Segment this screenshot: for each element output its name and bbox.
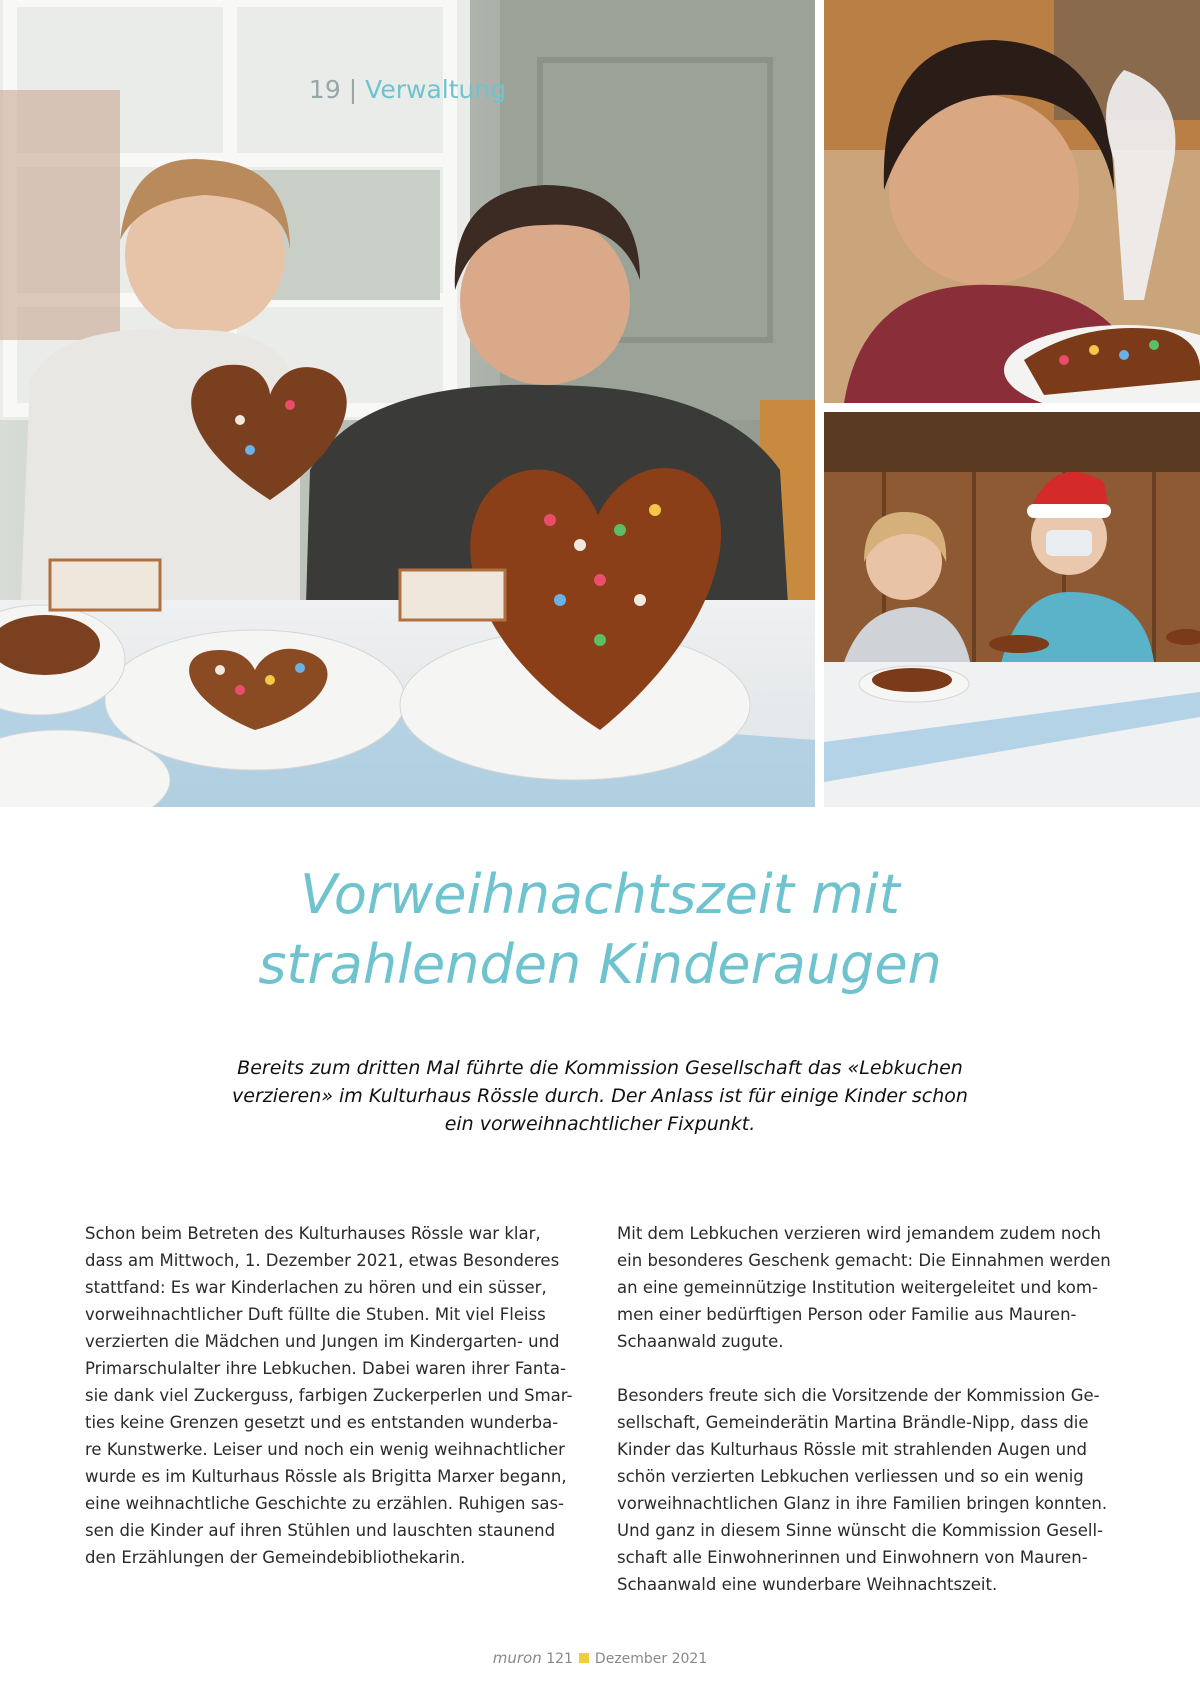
body-line: verzierten die Mädchen und Jungen im Kindergarten- und	[85, 1332, 560, 1351]
body-line: stattfand: Es war Kinderlachen zu hören und ein süsser,	[85, 1278, 547, 1297]
title-line: Vorweihnachtszeit mit	[300, 863, 900, 926]
body-column-right	[617, 1220, 1122, 1598]
body-line: ein besonderes Geschenk gemacht: Die Einnahmen werden	[617, 1251, 1111, 1270]
body-column-left	[85, 1220, 590, 1571]
photo-girl-decorating	[824, 0, 1200, 403]
article-lead	[210, 1054, 990, 1138]
bottom-right-photo-illustration	[824, 412, 1200, 807]
body-line: vorweihnachtlichen Glanz in ihre Familien bringen konnten.	[617, 1494, 1108, 1513]
body-line: an eine gemeinnützige Institution weitergeleitet und kom-	[617, 1278, 1098, 1297]
body-line: Besonders freute sich die Vorsitzende der Kommission Ge-	[617, 1386, 1100, 1405]
body-line: Schon beim Betreten des Kulturhauses Rössle war klar,	[85, 1224, 541, 1243]
body-line: wurde es im Kulturhaus Rössle als Brigitta Marxer begann,	[85, 1467, 567, 1486]
article-title	[0, 860, 1200, 1000]
section-label: Verwaltung	[365, 75, 507, 104]
title-line: strahlenden Kinderaugen	[258, 933, 942, 996]
body-line: eine weihnachtliche Geschichte zu erzählen. Ruhigen sas-	[85, 1494, 564, 1513]
body-line: schaft alle Einwohnerinnen und Einwohnern von Mauren-	[617, 1548, 1088, 1567]
body-line: sie dank viel Zuckerguss, farbigen Zuckerperlen und Smar-	[85, 1386, 573, 1405]
body-line: Kinder das Kulturhaus Rössle mit strahlenden Augen und	[617, 1440, 1088, 1459]
main-photo-illustration	[0, 0, 815, 807]
body-line: Und ganz in diesem Sinne wünscht die Kommission Gesell-	[617, 1521, 1104, 1540]
body-line: vorweihnachtlicher Duft füllte die Stuben. Mit viel Fleiss	[85, 1305, 546, 1324]
body-line: Mit dem Lebkuchen verzieren wird jemandem zudem noch	[617, 1224, 1102, 1243]
top-right-photo-illustration	[824, 0, 1200, 403]
body-line: ties keine Grenzen gesetzt und es entstanden wunderba-	[85, 1413, 559, 1432]
photo-children-gingerbread-hearts	[0, 0, 815, 807]
issue-date: Dezember 2021	[594, 1651, 708, 1667]
page-header	[0, 70, 815, 110]
body-line: Schaanwald zugute.	[617, 1332, 784, 1351]
lead-line: Bereits zum dritten Mal führte die Kommission Gesellschaft das «Lebkuchen	[237, 1057, 963, 1079]
footer-square-icon	[579, 1653, 589, 1663]
body-line: Schaanwald eine wunderbare Weihnachtszeit.	[617, 1575, 998, 1594]
body-line: sellschaft, Gemeinderätin Martina Brändle-Nipp, dass die	[617, 1413, 1089, 1432]
paragraph-gap	[617, 1355, 1122, 1382]
magazine-brand: muron	[492, 1649, 542, 1667]
body-line: schön verzierten Lebkuchen verliessen und so ein wenig	[617, 1467, 1084, 1486]
body-line: den Erzählungen der Gemeindebibliothekarin.	[85, 1548, 466, 1567]
page-footer	[0, 1648, 1200, 1669]
body-line: re Kunstwerke. Leiser und noch ein wenig weihnachtlicher	[85, 1440, 565, 1459]
body-line: dass am Mittwoch, 1. Dezember 2021, etwas Besonderes	[85, 1251, 560, 1270]
lead-line: verzieren» im Kulturhaus Rössle durch. Der Anlass ist für einige Kinder schon	[232, 1085, 968, 1107]
body-line: sen die Kinder auf ihren Stühlen und lauschten staunend	[85, 1521, 556, 1540]
issue-number: 121	[546, 1651, 573, 1667]
header-separator: |	[348, 75, 358, 104]
lead-line: ein vorweihnachtlicher Fixpunkt.	[444, 1113, 756, 1135]
body-line: Primarschulalter ihre Lebkuchen. Dabei waren ihrer Fanta-	[85, 1359, 566, 1378]
photo-helper-santa-hat	[824, 412, 1200, 807]
page-number: 19	[308, 75, 341, 104]
body-line: men einer bedürftigen Person oder Familie aus Mauren-	[617, 1305, 1077, 1324]
